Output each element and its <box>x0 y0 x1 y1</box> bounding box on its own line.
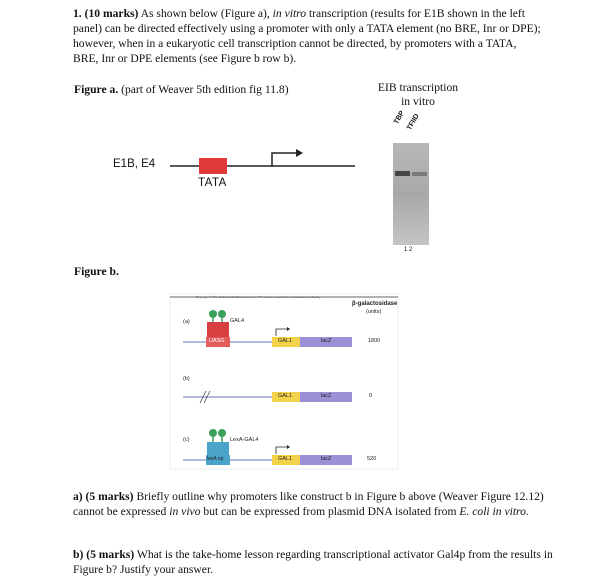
question-text-2: transcription (results for E1B shown in the left panel) can be directed effectively using a promoter with only a TATA element (no BRE, Inr or DPE); however, when in a eukaryotic cell transcription cannot be directed, by promoters with a TATA, BRE, Inr or DPE elements (see Figure b row b). <box>73 7 541 65</box>
row-a-promoter-label: GAL1 <box>278 338 293 344</box>
gel-strip <box>393 143 429 245</box>
part-a-text-2: but can be expressed from plasmid DNA isolated from <box>200 505 460 518</box>
row-c-activator-label: LexA-GAL4 <box>230 437 259 443</box>
row-a-label: (a) <box>183 319 190 325</box>
arrow-head-icon <box>296 149 303 157</box>
question-text-1: As shown below (Figure a), <box>138 7 273 20</box>
lexa-gal4-green-ball-2 <box>218 429 226 437</box>
lane-label-tbp: TBP <box>393 109 407 126</box>
row-c-site-label: lexA op <box>207 456 224 462</box>
question-marks: (10 marks) <box>84 7 139 20</box>
figure-b-frame <box>170 294 398 469</box>
row-a-value: 1800 <box>368 338 381 344</box>
part-a-italic-2: E. coli in vitro <box>459 505 526 518</box>
figure-b-copyright: Copyright © The McGraw-Hill Companies, Inc. Permission required for reproduction or display. <box>196 295 322 299</box>
gel-band-lane-1 <box>395 171 410 176</box>
figure-a-caption-rest: (part of Weaver 5th edition fig 11.8) <box>118 83 289 96</box>
figure-a-caption-bold: Figure a. <box>74 83 119 96</box>
lexa-blue-block <box>207 442 229 455</box>
row-c-reporter-label: lacZ <box>321 456 332 462</box>
row-a-reporter-label: lacZ <box>321 338 332 344</box>
part-a-text-1: Briefly outline why promoters like construct b in Figure b above (Weaver Figure 12.12) cannot be expressed <box>73 490 544 518</box>
part-a-italic-1: in vivo <box>169 505 201 518</box>
gel-band-lane-2 <box>412 172 427 176</box>
part-a-label: a) (5 marks) <box>73 490 134 503</box>
tata-box <box>199 158 227 174</box>
gal4-green-ball-1 <box>209 310 217 318</box>
beta-gal-label: β-galactosidase <box>352 301 398 307</box>
eib-title-line1: EIB transcription <box>377 81 459 94</box>
part-b-text: What is the take-home lesson regarding transcriptional activator Gal4p from the results in Figure b? Justify your answer. <box>73 548 553 576</box>
gene-label-e1b-e4: E1B, E4 <box>113 158 156 170</box>
lane-label-tfiid: TFIID <box>406 112 421 132</box>
figure-b-caption: Figure b. <box>74 265 119 278</box>
gel-lane-numbers: 1 2 <box>404 247 413 253</box>
part-a-text-3: . <box>525 505 529 518</box>
part-b-question <box>73 547 553 577</box>
row-b-value: 0 <box>369 393 373 399</box>
row-a-activator-label: GAL4 <box>230 318 245 324</box>
part-b-label: b) (5 marks) <box>73 548 135 561</box>
question-number: 1. <box>73 7 82 20</box>
part-a-question <box>73 489 553 519</box>
tata-label: TATA <box>198 177 227 189</box>
row-c-promoter-label: GAL1 <box>278 456 293 462</box>
eib-title-line2: in vitro <box>401 95 435 108</box>
row-c-label: (c) <box>183 437 190 443</box>
gal4-green-ball-2 <box>218 310 226 318</box>
row-b-promoter-label: GAL1 <box>278 393 293 399</box>
question-text-italic: in vitro <box>272 7 307 20</box>
gal4-red-block <box>207 322 229 337</box>
row-a-site-label: UASG <box>209 338 225 344</box>
lexa-gal4-green-ball-1 <box>209 429 217 437</box>
transcription-start-arrow <box>272 153 296 166</box>
units-label: (units) <box>366 309 382 315</box>
row-c-value: 520 <box>367 456 377 462</box>
row-b-label: (b) <box>183 376 190 382</box>
row-b-reporter-label: lacZ <box>321 393 332 399</box>
